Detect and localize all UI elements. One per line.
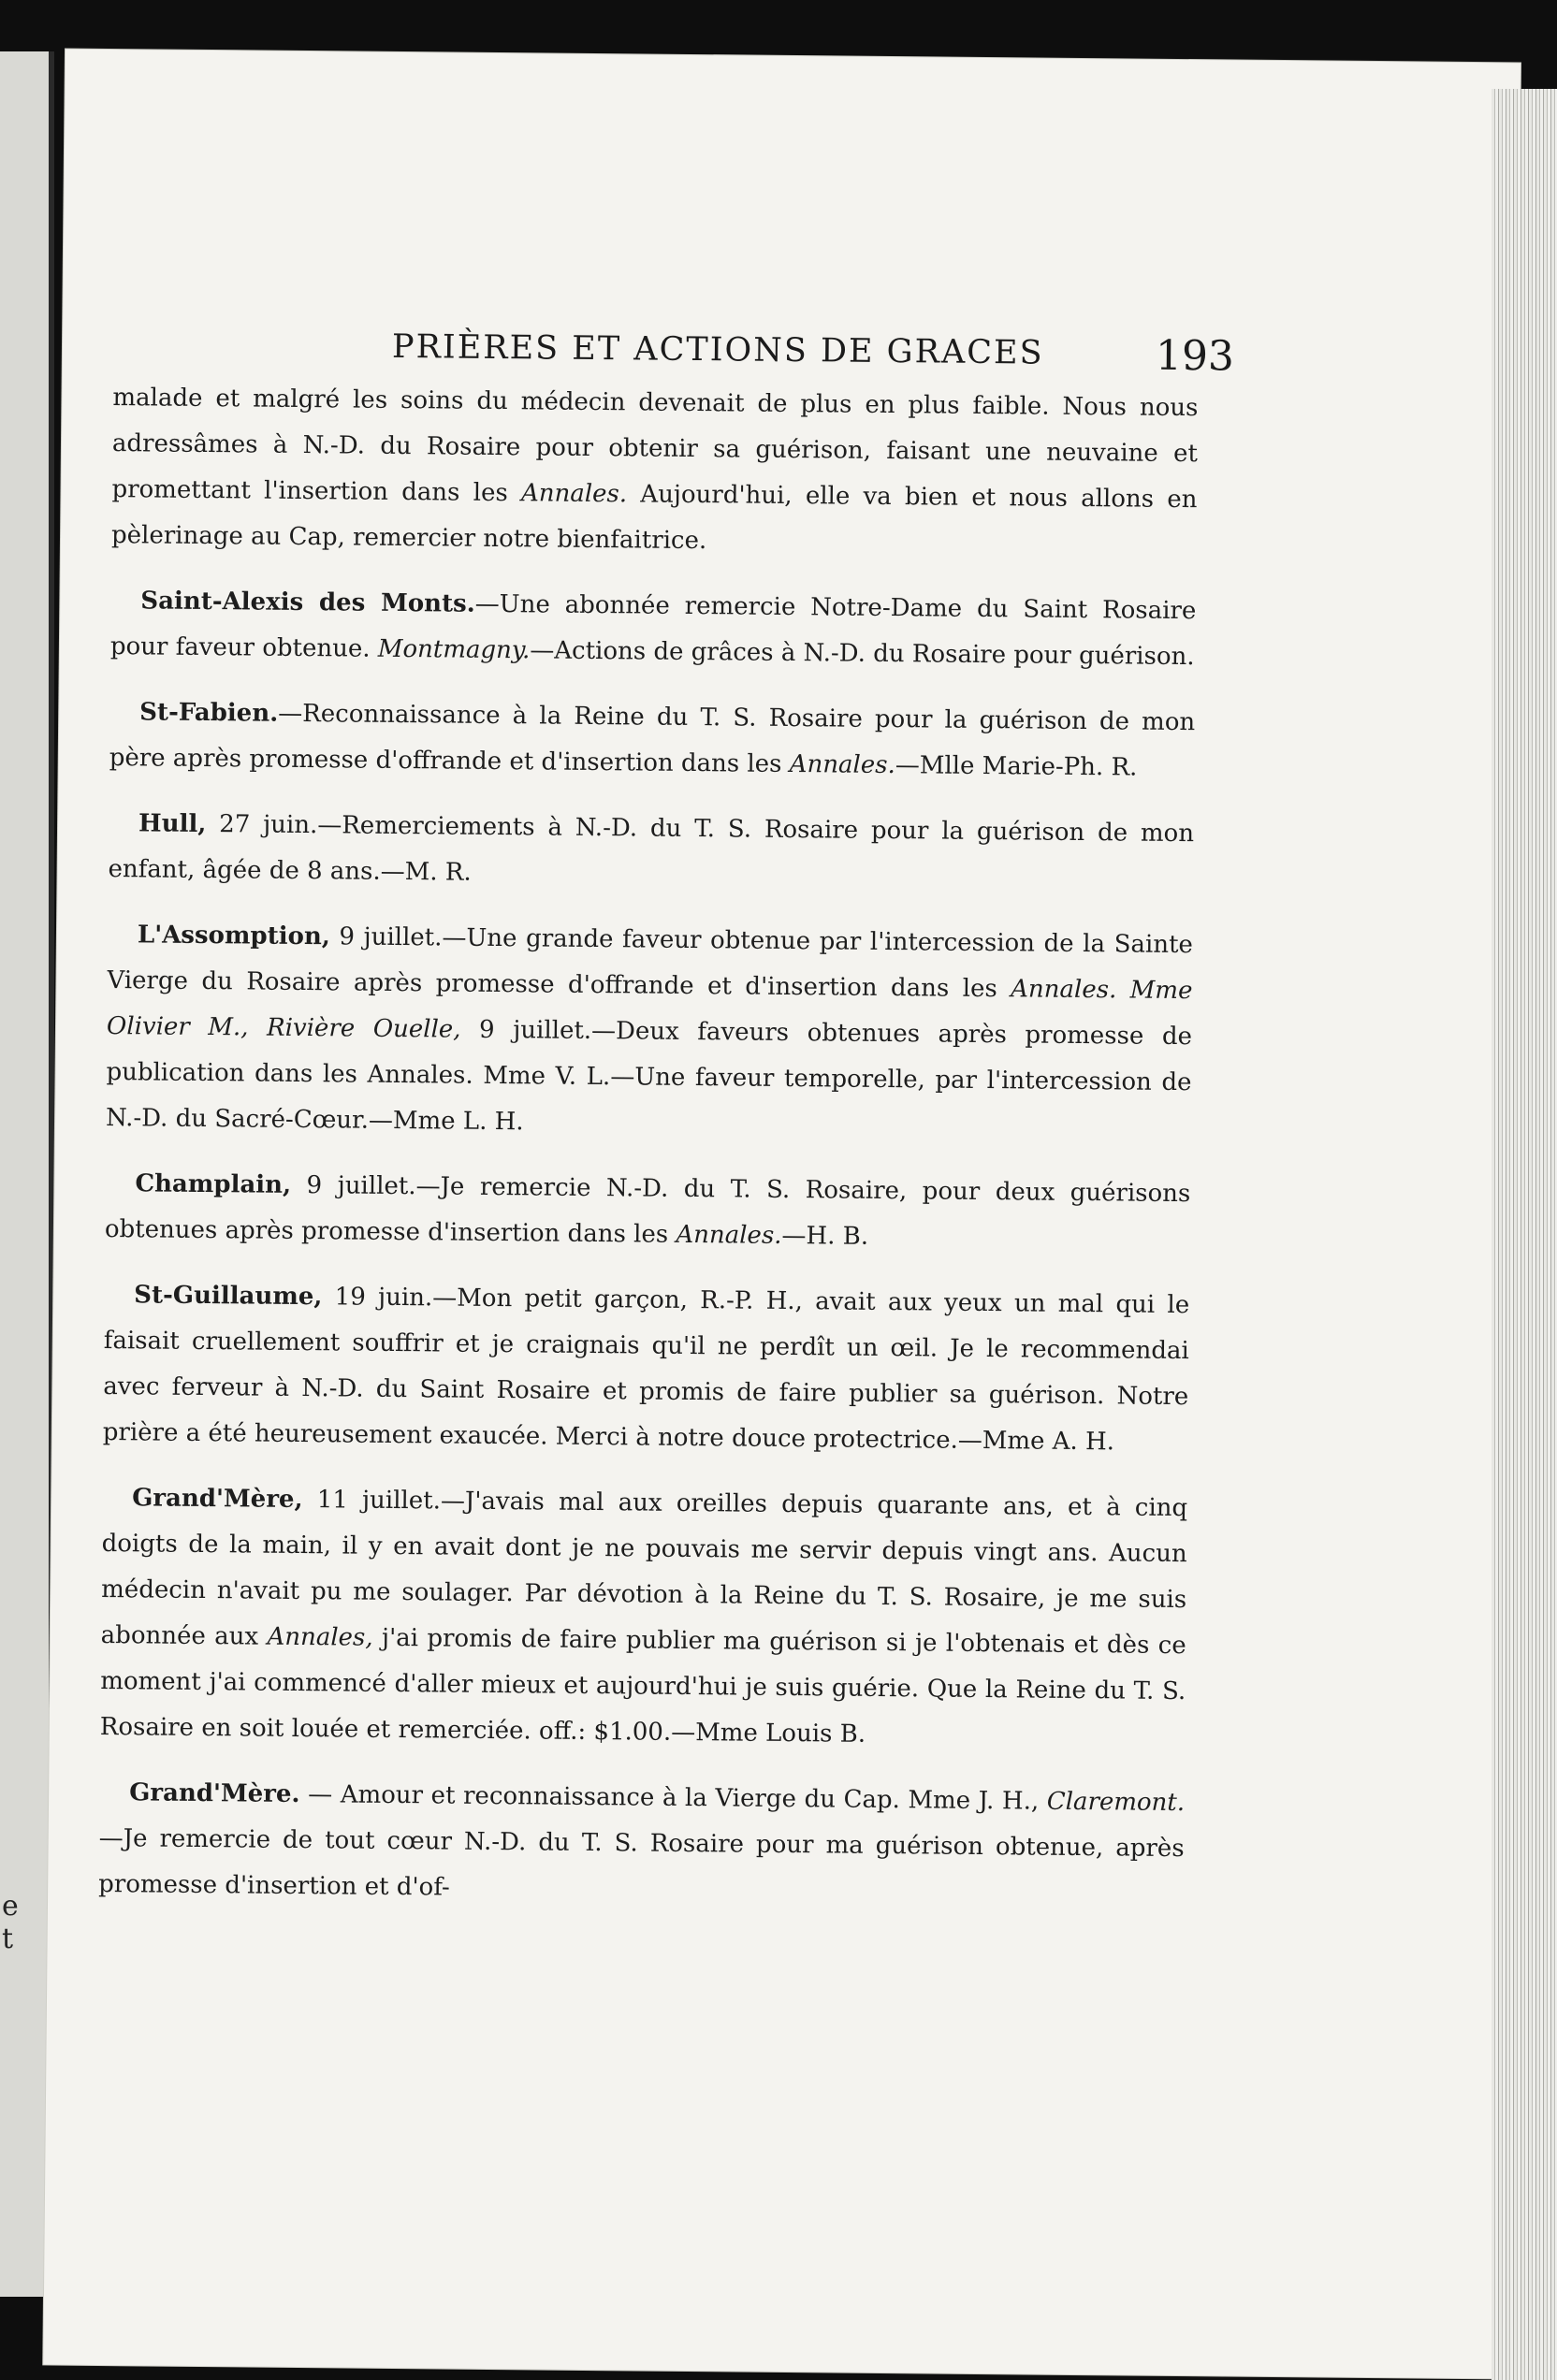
paragraph-text: 9 juillet.—Je remercie N.-D. du T. S. Rosaire, pour deux guérisons obtenues après promesse d'insertion dans les	[104, 1170, 1191, 1249]
paragraph	[109, 689, 1196, 791]
facing-page-edge	[0, 51, 54, 2297]
paragraph	[111, 375, 1199, 569]
paragraph-text: 11 juillet.—J'avais mal aux oreilles depuis quarante ans, et à cinq doigts de la main, il y en avait dont je ne pouvais me servir depuis vingt ans. Aucun médecin n'avait pu me soulager. Par dévotion à la Reine du T. S. Rosaire, je me suis abonnée aux	[100, 1486, 1188, 1651]
paragraph	[108, 801, 1194, 903]
paragraph-lead: Grand'Mère.	[129, 1778, 300, 1809]
paragraph-lead: Saint-Alexis des Monts.	[140, 587, 475, 618]
paragraph-tail: —Je remercie de tout cœur N.-D. du T. S. Rosaire pour ma guérison obtenue, après promesse d'insertion et d'of-	[98, 1823, 1185, 1902]
running-head: PRIÈRES ET ACTIONS DE GRACES	[391, 327, 1044, 372]
paragraph-italic: Annales,	[267, 1622, 373, 1652]
paragraph-tail: 9 juillet.—Deux faveurs obtenues après promesse de publication dans les Annales. Mme V. L.—Une faveur temporelle, par l'intercession de N.-D. du Sacré-Cœur.—Mme L. H.	[105, 1015, 1193, 1137]
page-body	[96, 375, 1199, 2135]
paragraph-italic: Annales.	[520, 479, 628, 509]
paragraph-lead: L'Assomption,	[137, 921, 330, 951]
paragraph-italic: Annales. Mme Olivier M., Rivière Ouelle,	[106, 975, 1193, 1044]
paragraph-text: 9 juillet.—Une grande faveur obtenue par l'intercession de la Sainte Vierge du Rosaire après promesse d'offrande et d'insertion dans les	[107, 922, 1194, 1004]
paragraph-tail: —Mlle Marie-Ph. R.	[895, 751, 1138, 782]
paragraph	[110, 578, 1197, 680]
paragraph-text: malade et malgré les soins du médecin devenait de plus en plus faible. Nous nous adressâmes à N.-D. du Rosaire pour obtenir sa guérison, faisant une neuvaine et promettant l'insertion dans les	[111, 384, 1199, 508]
page-number: 193	[1155, 331, 1235, 381]
paragraph-italic: Annales.	[789, 749, 895, 780]
facing-page-fragment: t	[2, 1923, 14, 1955]
paragraph-italic: Montmagny.	[377, 634, 531, 665]
paragraph	[98, 1770, 1185, 1918]
facing-page-fragment: e	[2, 1890, 19, 1923]
paragraph-tail: —H. B.	[781, 1221, 869, 1251]
paragraph-italic: Claremont.	[1046, 1787, 1186, 1818]
paragraph-lead: Hull,	[138, 809, 207, 839]
paragraph-text: 19 juin.—Mon petit garçon, R.-P. H., avait aux yeux un mal qui le faisait cruellement souffrir et je craignais qu'il ne perdît un œil. Je le recommendai avec ferveur à N.-D. du Saint Rosaire et promis de faire publier sa guérison. Notre prière a été heureusement exaucée. Merci à notre douce protectrice.—Mme A. H.	[102, 1283, 1190, 1457]
paragraph-lead: St-Fabien.	[139, 698, 279, 728]
paragraph-lead: St-Guillaume,	[134, 1281, 323, 1312]
paragraph-tail: —Actions de grâces à N.-D. du Rosaire pour guérison.	[530, 636, 1195, 672]
paragraph	[103, 1272, 1190, 1466]
paragraph-lead: Grand'Mère,	[132, 1484, 303, 1515]
paragraph-text: —Reconnaissance à la Reine du T. S. Rosaire pour la guérison de mon père après promesse d'offrande et d'insertion dans les	[109, 699, 1196, 778]
paragraph	[100, 1475, 1188, 1761]
paragraph-text: —Une abonnée remercie Notre-Dame du Saint Rosaire pour faveur obtenue.	[109, 589, 1197, 663]
paragraph	[105, 1161, 1191, 1263]
paragraph-italic: Annales.	[676, 1220, 782, 1250]
paragraph	[106, 912, 1193, 1152]
book-page	[43, 50, 1521, 2379]
paragraph-text: — Amour et reconnaissance à la Vierge du Cap. Mme J. H.,	[299, 1780, 1047, 1816]
paragraph-lead: Champlain,	[135, 1169, 292, 1199]
page-stack-edge	[1492, 89, 1557, 2380]
paragraph-tail: j'ai promis de faire publier ma guérison si je l'obtenais et dès ce moment j'ai commencé d'aller mieux et aujourd'hui je suis guérie. Que la Reine du T. S. Rosaire en soit louée et remerciée. off.: $1.00.—Mme Louis B.	[99, 1623, 1186, 1749]
paragraph-text: 27 juin.—Remerciements à N.-D. du T. S. Rosaire pour la guérison de mon enfant, âgée de 8 ans.—M. R.	[108, 810, 1195, 887]
paragraph-tail: Aujourd'hui, elle va bien et nous allons en pèlerinage au Cap, remercier notre bienfaitrice.	[110, 480, 1198, 556]
